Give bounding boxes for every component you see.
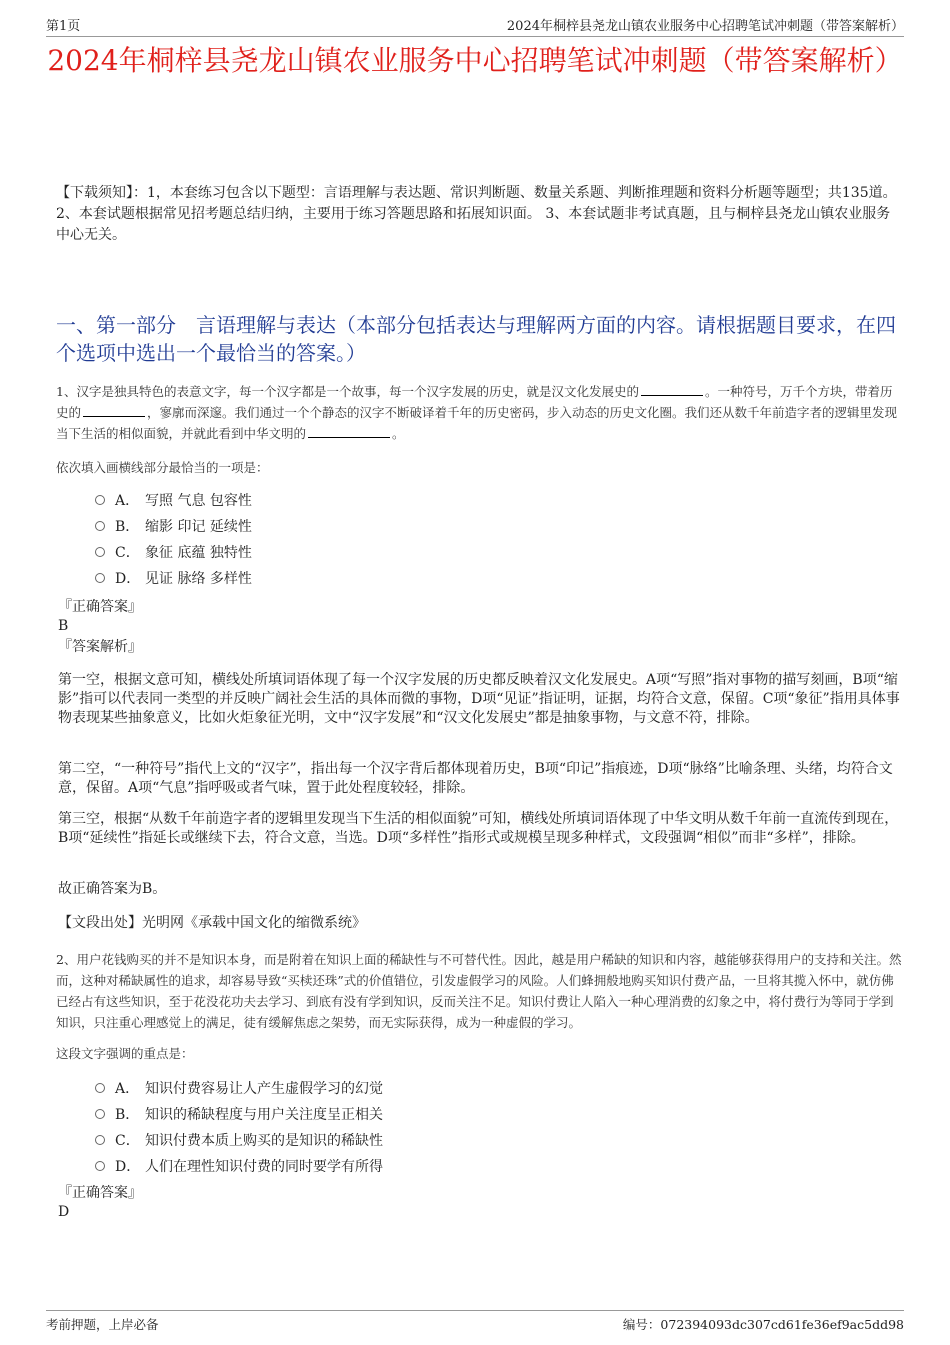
- radio-icon[interactable]: [95, 547, 105, 557]
- analysis-paragraph: 第一空，根据文意可知，横线处所填词语体现了每一个汉字发展的历史都反映着汉文化发展史。A项“写照”指对事物的描写刻画，B项“缩影”指可以代表同一类型的并反映广阔社会生活的具体而微的事物，D项“见证”指证明，证据，均符合文意，保留。C项“象征”指用具体事物表现某些抽象意义，比如火炬象征光明，文中“汉字发展”和“汉文化发展史”都是抽象事物，与文意不符，排除。: [58, 672, 900, 726]
- analysis-label: 『答案解析』: [58, 639, 142, 655]
- radio-icon[interactable]: [95, 573, 105, 583]
- source-citation: 【文段出处】光明网《承载中国文化的缩微系统》: [58, 915, 366, 931]
- radio-icon[interactable]: [95, 1161, 105, 1171]
- option-b[interactable]: B． 缩影 印记 延续性: [95, 513, 252, 539]
- question-2-prompt: 这段文字强调的重点是：: [56, 1046, 194, 1061]
- option-a[interactable]: A． 知识付费容易让人产生虚假学习的幻觉: [95, 1075, 383, 1101]
- correct-answer: B: [58, 618, 69, 634]
- answer-label: 『正确答案』: [58, 599, 142, 615]
- question-1-options: [95, 487, 252, 591]
- question-1-prompt: 依次填入画横线部分最恰当的一项是：: [56, 460, 269, 475]
- fill-blank: [83, 404, 145, 417]
- fill-blank: [308, 425, 390, 438]
- download-notice: 【下载须知】：1，本套练习包含以下题型：言语理解与表达题、常识判断题、数量关系题、判断推理题和资料分析题等题型；共135道。 2、本套试题根据常见招考题总结归纳，主要用于练习答题思路和拓展知识面。 3、本套试题非考试真题，且与桐梓县尧龙山镇农业服务中心无关。: [56, 185, 897, 243]
- radio-icon[interactable]: [95, 495, 105, 505]
- page-title: 2024年桐梓县尧龙山镇农业服务中心招聘笔试冲刺题（带答案解析）: [47, 44, 903, 77]
- page-footer: [46, 1310, 904, 1335]
- analysis-paragraph: 第三空，根据“从数千年前造字者的逻辑里发现当下生活的相似面貌”可知，横线处所填词语体现了中华文明从数千年前一直流传到现在，B项“延续性”指延长或继续下去，符合文意，当选。D项“多样性”指形式或规模呈现多种样式，文段强调“相似”而非“多样”，排除。: [58, 811, 899, 846]
- header-doc-title: 2024年桐梓县尧龙山镇农业服务中心招聘笔试冲刺题（带答案解析）: [506, 19, 904, 34]
- question-2-options: [95, 1075, 383, 1179]
- question-1-text: 1、汉字是独具特色的表意文字，每一个汉字都是一个故事，每一个汉字发展的历史，就是汉文化发展史的 。一种符号，万千个方块，带着历史的 ，寥廓而深邃。我们通过一个个静态的汉字不断破译着千年的历史密码，步入动态的历史文化圈。我们还从数千年前造字者的逻辑里发现当下生活的相似面貌，并就此看到中华文明的 。: [56, 384, 898, 441]
- option-c[interactable]: C． 象征 底蕴 独特性: [95, 539, 252, 565]
- radio-icon[interactable]: [95, 1083, 105, 1093]
- analysis-paragraph: 第二空，“一种符号”指代上文的“汉字”，指出每一个汉字背后都体现着历史，B项“印记”指痕迹，D项“脉络”比喻条理、头绪，均符合文意，保留。A项“气息”指呼吸或者气味，置于此处程度较轻，排除。: [58, 761, 893, 796]
- option-b[interactable]: B． 知识的稀缺程度与用户关注度呈正相关: [95, 1101, 383, 1127]
- fill-blank: [641, 383, 703, 396]
- answer-label: 『正确答案』: [58, 1185, 142, 1201]
- section-heading: 一、第一部分 言语理解与表达（本部分包括表达与理解两方面的内容。请根据题目要求，在四个选项中选出一个最恰当的答案。）: [56, 313, 896, 365]
- footer-slogan: 考前押题，上岸必备: [46, 1317, 159, 1332]
- page-number: 第1页: [46, 19, 81, 34]
- option-d[interactable]: D． 人们在理性知识付费的同时要学有所得: [95, 1153, 383, 1179]
- radio-icon[interactable]: [95, 521, 105, 531]
- page-header: [46, 14, 904, 37]
- document-id: 编号：072394093dc307cd61fe36ef9ac5dd98: [622, 1317, 904, 1332]
- question-2-text: 2、用户花钱购买的并不是知识本身，而是附着在知识上面的稀缺性与不可替代性。因此，越是用户稀缺的知识和内容，越能够获得用户的支持和关注。然而，这种对稀缺属性的追求，却容易导致“买椟还珠”式的价值错位，引发虚假学习的风险。人们蜂拥般地购买知识付费产品，一旦将其揽入怀中，就仿佛已经占有这些知识，至于花没花功夫去学习、到底有没有学到知识，反而关注不足。知识付费让人陷入一种心理消费的幻象之中，将付费行为等同于学到知识，只注重心理感觉上的满足，徒有缓解焦虑之架势，而无实际获得，成为一种虚假的学习。: [56, 952, 902, 1030]
- option-c[interactable]: C． 知识付费本质上购买的是知识的稀缺性: [95, 1127, 383, 1153]
- option-a[interactable]: A． 写照 气息 包容性: [95, 487, 252, 513]
- radio-icon[interactable]: [95, 1135, 105, 1145]
- correct-answer: D: [58, 1204, 70, 1220]
- radio-icon[interactable]: [95, 1109, 105, 1119]
- analysis-conclusion: 故正确答案为B。: [58, 881, 167, 897]
- option-d[interactable]: D． 见证 脉络 多样性: [95, 565, 252, 591]
